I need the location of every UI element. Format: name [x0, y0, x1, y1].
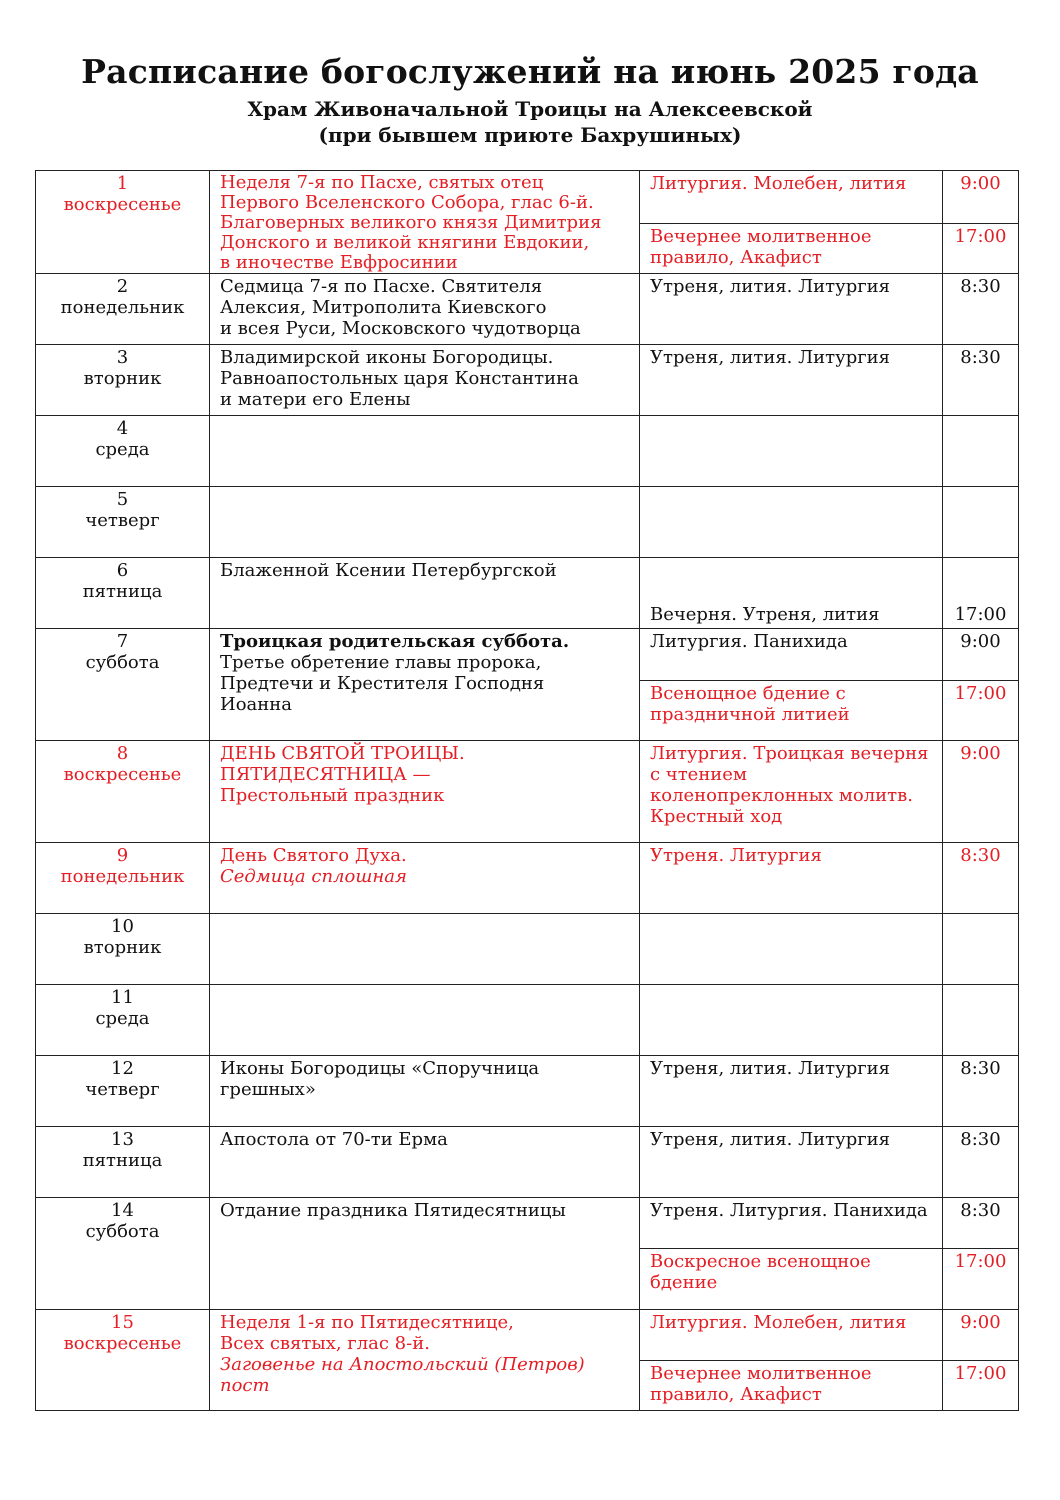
- feast-cell: [210, 345, 640, 416]
- service-time: 8:30: [943, 1127, 1019, 1198]
- service-time: 9:00: [943, 629, 1019, 681]
- day-cell: [36, 171, 210, 274]
- service-name: Утреня, лития. Литургия: [640, 345, 943, 416]
- date-number: 3: [116, 347, 129, 368]
- feast-line: и всея Руси, Московского чудотворца: [220, 318, 581, 339]
- table-row: [36, 558, 1019, 629]
- table-row: [36, 171, 1019, 224]
- service-name: [640, 985, 943, 1056]
- weekday: суббота: [85, 652, 160, 673]
- service-name: Литургия. Панихида: [640, 629, 943, 681]
- service-name: [640, 914, 943, 985]
- day-cell: [36, 487, 210, 558]
- feast-cell: [210, 914, 640, 985]
- feast-line: День Святого Духа.: [220, 845, 407, 866]
- service-name: Вечернее молитвенное правило, Акафист: [640, 223, 943, 273]
- feast-line: Апостола от 70-ти Ерма: [220, 1129, 448, 1150]
- table-row: [36, 985, 1019, 1056]
- date-number: 7: [116, 631, 129, 652]
- service-name: Литургия. Молебен, лития: [640, 171, 943, 224]
- feast-line: Седмица 7-я по Пасхе. Святителя: [220, 276, 543, 297]
- table-row: [36, 1310, 1019, 1361]
- feast-line: Иоанна: [220, 694, 292, 715]
- day-cell: [36, 1056, 210, 1127]
- day-cell: [36, 1127, 210, 1198]
- date-number: 15: [111, 1312, 134, 1333]
- service-time: [943, 985, 1019, 1056]
- feast-cell: [210, 558, 640, 629]
- feast-line: грешных»: [220, 1079, 316, 1100]
- weekday: суббота: [85, 1221, 160, 1242]
- feast-italic-line: Заговенье на Апостольский (Петров) пост: [220, 1354, 585, 1396]
- service-time: 8:30: [943, 1056, 1019, 1127]
- table-row: [36, 914, 1019, 985]
- service-time: 8:30: [943, 274, 1019, 345]
- date-number: 13: [111, 1129, 134, 1150]
- feast-line: Неделя 7-я по Пасхе, святых отец: [220, 172, 544, 193]
- feast-line: ПЯТИДЕСЯТНИЦА —: [220, 764, 431, 785]
- service-name: Утреня. Литургия: [640, 843, 943, 914]
- service-time: [943, 487, 1019, 558]
- service-name: Вечернее молитвенное правило, Акафист: [640, 1361, 943, 1411]
- day-cell: [36, 416, 210, 487]
- weekday: воскресенье: [63, 194, 182, 215]
- feast-line: Отдание праздника Пятидесятницы: [220, 1200, 566, 1221]
- service-name: [640, 416, 943, 487]
- date-number: 12: [111, 1058, 134, 1079]
- date-number: 1: [116, 173, 129, 194]
- feast-line: Предтечи и Крестителя Господня: [220, 673, 545, 694]
- day-cell: [36, 843, 210, 914]
- date-number: 11: [111, 987, 134, 1008]
- feast-line: Равноапостольных царя Константина: [220, 368, 579, 389]
- date-number: 9: [116, 845, 129, 866]
- schedule-table: [35, 170, 1019, 1411]
- feast-line: ДЕНЬ СВЯТОЙ ТРОИЦЫ.: [220, 743, 465, 764]
- day-cell: [36, 345, 210, 416]
- date-number: 2: [116, 276, 129, 297]
- table-row: [36, 843, 1019, 914]
- service-name: Утреня, лития. Литургия: [640, 1056, 943, 1127]
- date-number: 8: [116, 743, 129, 764]
- feast-cell: [210, 629, 640, 741]
- page-subtitle: [0, 96, 1060, 148]
- service-time: 17:00: [943, 558, 1019, 629]
- weekday: четверг: [85, 510, 160, 531]
- service-time: 8:30: [943, 1198, 1019, 1249]
- day-cell: [36, 985, 210, 1056]
- service-name: Всенощное бдение с праздничной литией: [640, 681, 943, 741]
- table-row: [36, 741, 1019, 843]
- date-number: 6: [116, 560, 129, 581]
- feast-line: в иночестве Евфросинии: [220, 252, 458, 273]
- feast-cell: [210, 416, 640, 487]
- service-name: Литургия. Троицкая вечерня с чтением коленопреклонных молитв. Крестный ход: [640, 741, 943, 843]
- page-title: Расписание богослужений на июнь 2025 года: [81, 52, 979, 91]
- service-time: [943, 416, 1019, 487]
- service-time: 17:00: [943, 681, 1019, 741]
- feast-line: Первого Вселенского Собора, глас 6-й.: [220, 192, 594, 213]
- feast-cell: [210, 1198, 640, 1310]
- service-name: Утреня, лития. Литургия: [640, 274, 943, 345]
- feast-line: и матери его Елены: [220, 389, 411, 410]
- table-row: [36, 629, 1019, 681]
- weekday: понедельник: [60, 297, 185, 318]
- weekday: вторник: [83, 368, 162, 389]
- service-name: Утреня. Литургия. Панихида: [640, 1198, 943, 1249]
- service-name: Литургия. Молебен, лития: [640, 1310, 943, 1361]
- service-name: Утреня, лития. Литургия: [640, 1127, 943, 1198]
- service-time: 17:00: [943, 1249, 1019, 1310]
- feast-cell: [210, 741, 640, 843]
- feast-cell: [210, 1310, 640, 1411]
- weekday: среда: [95, 1008, 150, 1029]
- table-row: [36, 1056, 1019, 1127]
- date-number: 5: [116, 489, 129, 510]
- service-time: [943, 914, 1019, 985]
- service-time: 9:00: [943, 741, 1019, 843]
- weekday: вторник: [83, 937, 162, 958]
- feast-line: Третье обретение главы пророка,: [220, 652, 542, 673]
- service-time: 8:30: [943, 345, 1019, 416]
- feast-cell: [210, 843, 640, 914]
- feast-italic-line: Седмица сплошная: [220, 866, 407, 887]
- table-row: [36, 274, 1019, 345]
- weekday: воскресенье: [63, 764, 182, 785]
- service-time: 17:00: [943, 1361, 1019, 1411]
- feast-cell: [210, 487, 640, 558]
- weekday: пятница: [82, 1150, 163, 1171]
- day-cell: [36, 629, 210, 741]
- table-row: [36, 1127, 1019, 1198]
- day-cell: [36, 741, 210, 843]
- date-number: 14: [111, 1200, 134, 1221]
- feast-line: Иконы Богородицы «Споручница: [220, 1058, 540, 1079]
- weekday: пятница: [82, 581, 163, 602]
- feast-line: Благоверных великого князя Димитрия: [220, 212, 602, 233]
- feast-line: Владимирской иконы Богородицы.: [220, 347, 554, 368]
- feast-line: Блаженной Ксении Петербургской: [220, 560, 557, 581]
- feast-line: Донского и великой княгини Евдокии,: [220, 232, 590, 253]
- date-number: 4: [116, 418, 129, 439]
- service-time: 17:00: [943, 223, 1019, 273]
- feast-line: Алексия, Митрополита Киевского: [220, 297, 547, 318]
- service-time: 8:30: [943, 843, 1019, 914]
- day-cell: [36, 1198, 210, 1310]
- date-number: 10: [111, 916, 134, 937]
- church-name: Храм Живоначальной Троицы на Алексеевской: [247, 97, 813, 121]
- feast-cell: [210, 274, 640, 345]
- feast-cell: [210, 985, 640, 1056]
- feast-cell: [210, 1127, 640, 1198]
- feast-line: Неделя 1-я по Пятидесятнице,: [220, 1312, 514, 1333]
- service-name: Воскресное всенощное бдение: [640, 1249, 943, 1310]
- weekday: среда: [95, 439, 150, 460]
- service-name: Вечерня. Утреня, лития: [640, 558, 943, 629]
- table-row: [36, 487, 1019, 558]
- church-location: (при бывшем приюте Бахрушиных): [318, 123, 742, 147]
- day-cell: [36, 914, 210, 985]
- table-row: [36, 345, 1019, 416]
- table-row: [36, 416, 1019, 487]
- day-cell: [36, 274, 210, 345]
- weekday: понедельник: [60, 866, 185, 887]
- feast-cell: [210, 1056, 640, 1127]
- day-cell: [36, 558, 210, 629]
- feast-cell: [210, 171, 640, 274]
- feast-line: Престольный праздник: [220, 785, 445, 806]
- weekday: четверг: [85, 1079, 160, 1100]
- feast-bold-line: Троицкая родительская суббота.: [220, 631, 570, 652]
- weekday: воскресенье: [63, 1333, 182, 1354]
- feast-line: Всех святых, глас 8-й.: [220, 1333, 430, 1354]
- table-row: [36, 1198, 1019, 1249]
- service-name: [640, 487, 943, 558]
- service-time: 9:00: [943, 1310, 1019, 1361]
- day-cell: [36, 1310, 210, 1411]
- service-time: 9:00: [943, 171, 1019, 224]
